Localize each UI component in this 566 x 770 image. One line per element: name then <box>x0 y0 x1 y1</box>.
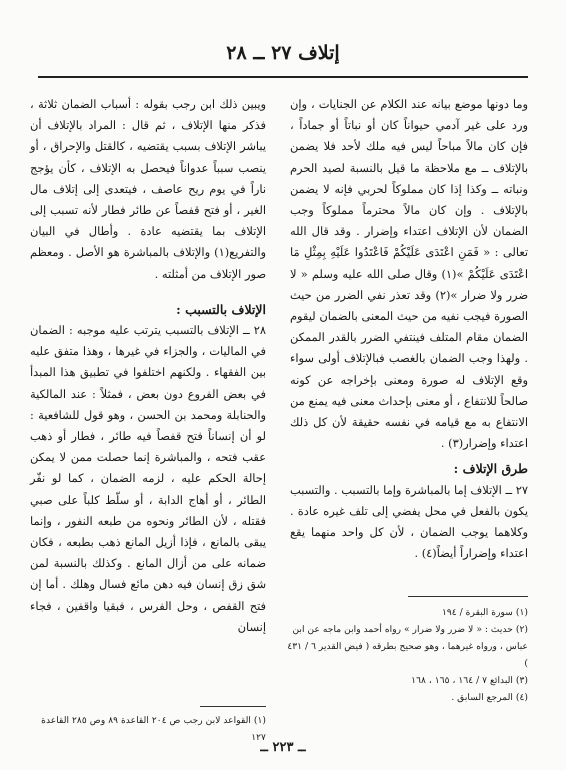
footnote-item: (٢) حديث : « لا ضرر ولا ضرار » رواه أحمد وابن ماجه عن ابن عباس ، ورواه غيرهما ، وهو صحيح بطرقه ( فيض القدير ٦ / ٤٣١ ) <box>287 624 528 669</box>
footnote-rule-right <box>408 596 528 597</box>
footnote-rule-left <box>200 706 266 707</box>
footnote-item: (١) سورة البقرة / ١٩٤ <box>441 607 528 618</box>
section-title-ways-of-destruction: طرق الإتلاف : <box>453 461 528 477</box>
left-section-paragraph: ٢٨ ــ الإتلاف بالتسبب يترتب عليه موجبه : الضمان في الماليات ، والجزاء في غيرها ، وهذا متفق عليه بين الفقهاء . ولكنهم اختلفوا في تطبيق هذا المبدأ في بعض الفروع دون بعض ، فمثلاً : عند المالكية والحنابلة ومحمد بن الحسن ، وهو قول للشافعية : لو أن إنساناً فتح قفصاً فيه طائر ، فطار أو ذهب عقب فتحه ، والمباشرة إنما حصلت ممن لا يمكن إحالة الحكم عليه ، لزمه الضمان ، كما لو نفّر الطائر ، أو أهاج الدابة ، أو سلّط كلباً على صبي فقتله ، لأن الطائر ونحوه من طبعه النفور ، وإنما يبقى بالمانع ، فإذا أزيل المانع ذهب بطبعه ، فكان ضمانه على من أزال المانع . وكذلك بالنسبة لمن شق زق إنسان فيه دهن مائع فسال وهلك . أما إن فتح القفص ، وحل الفرس ، فبقيا واقفين ، فجاء إنسان <box>30 323 266 634</box>
right-column <box>290 94 528 564</box>
right-section-paragraph: ٢٧ ــ الإتلاف إما بالمباشرة وإما بالتسبب . والتسبب يكون بالفعل في محل يفضي إلى تلف غيره عادة . وكلاهما يوجب الضمان ، لأن كل واحد منهما يقع اعتداء وإضراراً أيضاً(٤) . <box>289 482 528 561</box>
footnote-item: (٤) المرجع السابق . <box>451 692 528 703</box>
left-paragraph: ويبين ذلك ابن رجب بقوله : أسباب الضمان ثلاثة ، فذكر منها الإتلاف ، ثم قال : المراد بالإتلاف أن يباشر الإتلاف بسبب يقتضيه ، كالقتل والإحراق ، أو ينصب سبباً عدواناً فيحصل به الإتلاف ، كأن يؤجج ناراً في يوم ريح عاصف ، فيتعدى إلى إتلاف مال الغير ، أو فتح قفصاً عن طائر فطار لأنه تسبب إلى الإتلاف بما يقتضيه عادة . وأطال في البيان والتفريع(١) والإتلاف بالمباشرة هو الأصل . ومعظم صور الإتلاف من أمثلته . <box>30 97 266 281</box>
footnote-item: (١) القواعد لابن رجب ص ٢٠٤ القاعدة ٨٩ وص ٢٨٥ القاعدة ١٢٧ <box>41 715 266 743</box>
right-paragraph: وما دونها موضع بيانه عند الكلام عن الجنايات ، وإن ورد على غير آدمي حيواناً كان أو نباتاً أو جماداً ، فإن كان مالاً مباحاً ليس فيه ملك لأحد فلا يضمن بالإتلاف ــ مع ملاحظة ما قيل بالنسبة لصيد الحرم ونباته ــ وكذا إذا كان مملوكاً لحربي فإنه لا يضمن بالإتلاف . وإن كان مالاً محترماً مملوكاً وجب الضمان لأن الإتلاف اعتداء وإضرار . وقد قال الله تعالى : « فَمَنِ اعْتَدَى عَلَيْكُمْ فَاعْتَدُوا عَلَيْهِ بِمِثْلِ مَا اعْتَدَى عَلَيْكُمْ »(١) وقال صلى الله عليه وسلم « لا ضرر ولا ضرار »(٢) وقد تعذر نفي الضرر من حيث الصورة فيجب نفيه من حيث المعنى بالضمان ليقوم الضمان مقام المتلف فينتفي الضرر بالقدر الممكن . ولهذا وجب الضمان بالغصب فبالإتلاف أولى سواء وقع الإتلاف له صورة ومعنى بإخراجه عن كونه صالحاً للانتفاع ، أو معنى بإحداث معنى فيه يمنع من الانتفاع به مع قيامه في نفسه حقيقة لأن كل ذلك اعتداء وإضرار(٣) . <box>290 97 528 451</box>
header-rule <box>38 76 528 78</box>
section-title-destruction-by-causation: الإتلاف بالتسبب : <box>176 301 266 317</box>
footnote-item: (٣) البدائع ٧ / ١٦٤ ، ١٦٥ ، ١٦٨ <box>411 675 528 686</box>
footnotes-right <box>282 604 528 706</box>
left-column <box>30 94 266 638</box>
page-header-title: إتلاف ٢٧ ــ ٢٨ <box>226 42 340 64</box>
page-number: ــ ٢٢٣ ــ <box>260 740 306 755</box>
